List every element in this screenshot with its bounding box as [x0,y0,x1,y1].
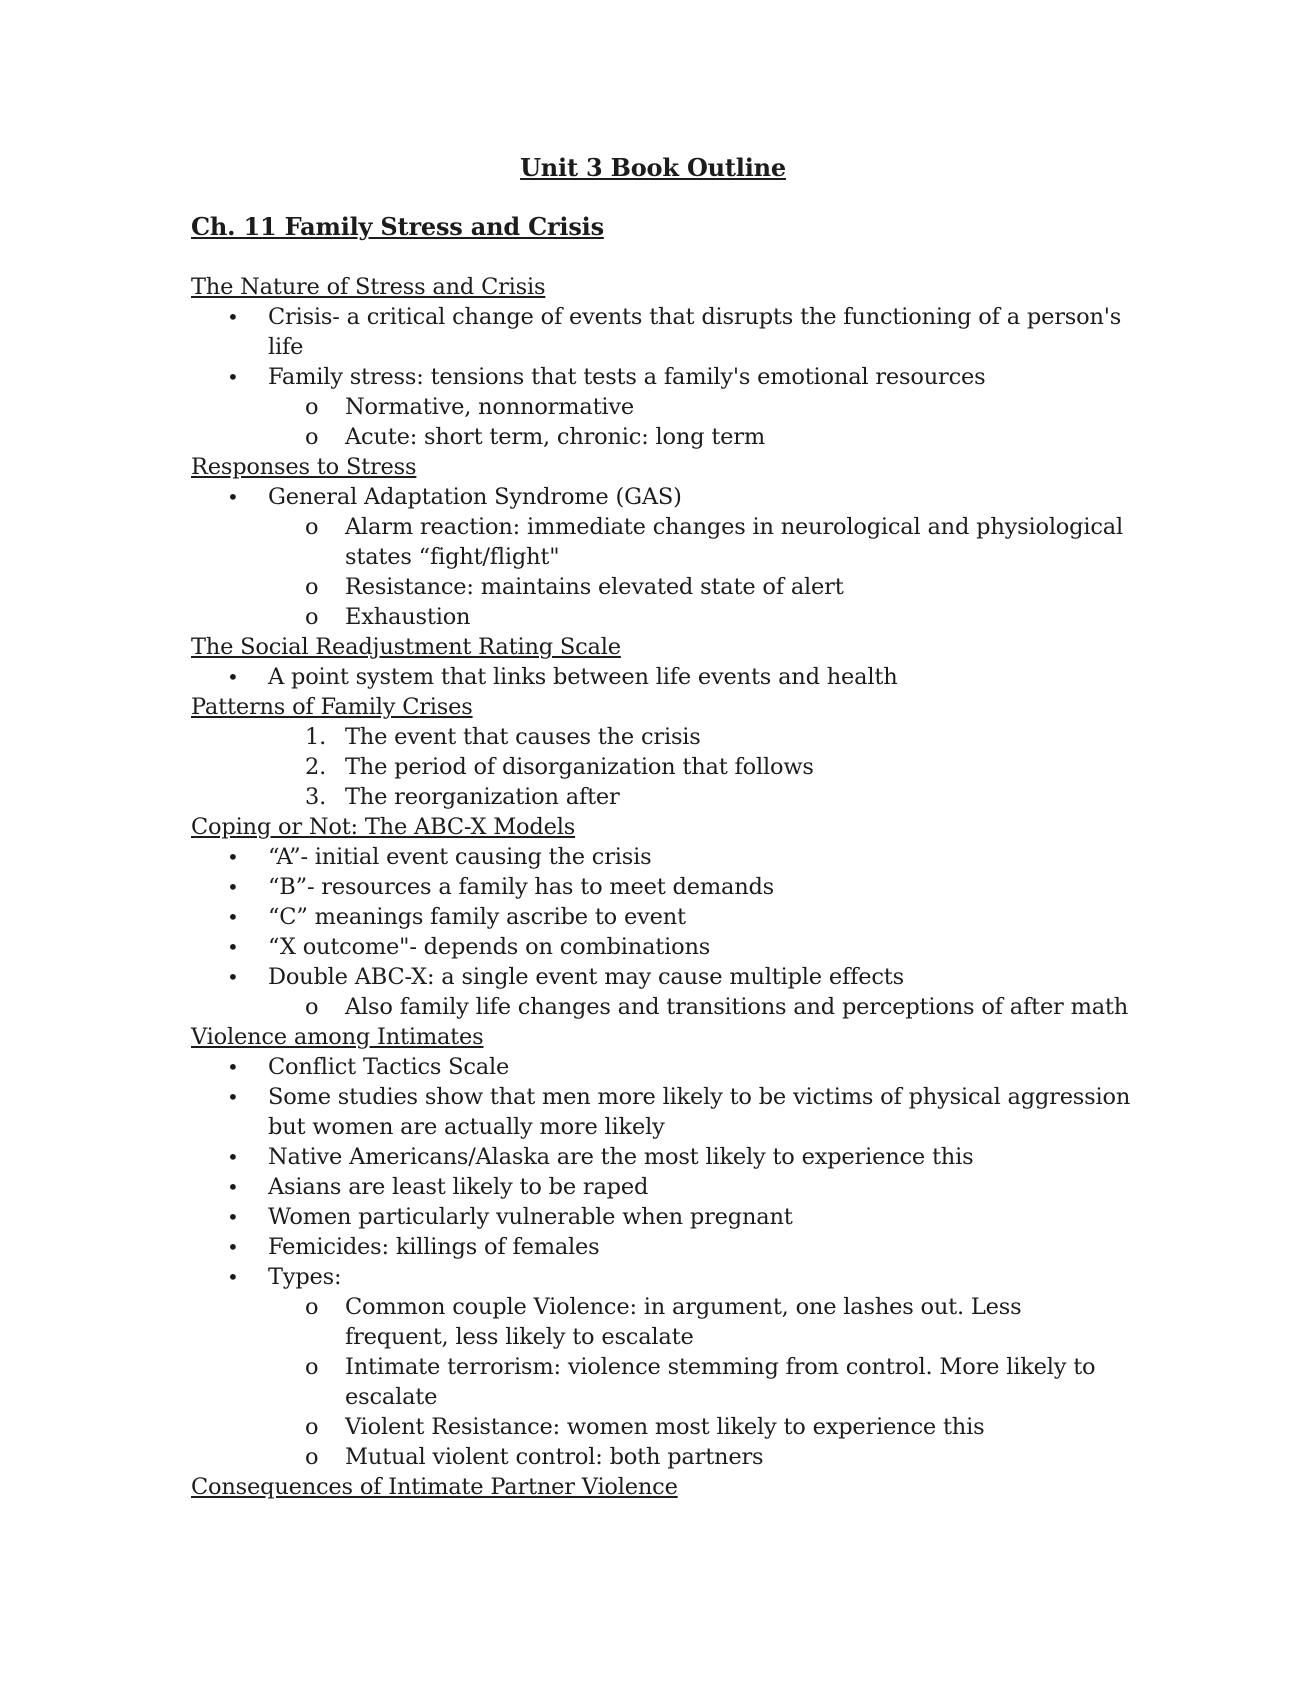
bullet-item [191,1052,1131,1082]
item-text: Intimate terrorism: violence stemming from control. More likely to escalate [345,1354,1096,1410]
bullet-item [191,362,1131,392]
sub-bullet-icon: o [305,1444,319,1470]
list-number: 2. [305,754,327,780]
document-title: Unit 3 Book Outline [520,153,786,182]
bullet-item [191,662,1131,692]
item-text: Crisis- a critical change of events that disrupts the functioning of a person's life [268,304,1122,360]
sub-bullet-icon: o [305,394,319,420]
item-text: A point system that links between life events and health [268,664,898,690]
sub-bullet-item [191,392,1131,422]
item-text: Alarm reaction: immediate changes in neurological and physiological states “fight/flight" [345,514,1123,570]
sub-bullet-item [191,1352,1131,1412]
bullet-icon: • [227,1085,239,1109]
bullet-icon: • [227,965,239,989]
sub-bullet-item [191,1442,1131,1472]
item-text: Violent Resistance: women most likely to experience this [345,1414,985,1440]
sub-bullet-icon: o [305,1354,319,1380]
numbered-item [191,752,1131,782]
section-heading: Responses to Stress [191,454,417,480]
item-text: Asians are least likely to be raped [268,1174,649,1200]
bullet-item [191,872,1131,902]
item-text: Native Americans/Alaska are the most likely to experience this [268,1144,974,1170]
bullet-icon: • [227,305,239,329]
item-text: Women particularly vulnerable when pregnant [268,1204,793,1230]
sub-bullet-icon: o [305,424,319,450]
sub-bullet-item [191,1412,1131,1442]
item-text: General Adaptation Syndrome (GAS) [268,484,682,510]
item-text: Resistance: maintains elevated state of alert [345,574,844,600]
item-text: “C” meanings family ascribe to event [268,904,686,930]
bullet-item [191,1202,1131,1232]
bullet-icon: • [227,1205,239,1229]
sub-bullet-icon: o [305,994,319,1020]
item-text: The reorganization after [345,784,620,810]
item-text: Conflict Tactics Scale [268,1054,510,1080]
item-text: “X outcome"- depends on combinations [268,934,711,960]
bullet-icon: • [227,1175,239,1199]
item-text: Family stress: tensions that tests a family's emotional resources [268,364,986,390]
sub-bullet-item [191,422,1131,452]
bullet-icon: • [227,875,239,899]
bullet-item [191,1142,1131,1172]
chapter-title: Ch. 11 Family Stress and Crisis [191,212,604,241]
bullet-icon: • [227,1235,239,1259]
bullet-item [191,962,1131,992]
bullet-item [191,842,1131,872]
bullet-item [191,1082,1131,1142]
item-text: Types: [268,1264,342,1290]
item-text: Common couple Violence: in argument, one lashes out. Less frequent, less likely to escalate [345,1294,1022,1350]
sub-bullet-icon: o [305,1414,319,1440]
item-text: Also family life changes and transitions and perceptions of after math [345,994,1129,1020]
item-text: Mutual violent control: both partners [345,1444,764,1470]
bullet-item [191,302,1131,362]
bullet-icon: • [227,845,239,869]
sub-bullet-item [191,572,1131,602]
sub-bullet-item [191,1292,1131,1352]
sub-bullet-item [191,512,1131,572]
item-text: Femicides: killings of females [268,1234,600,1260]
outline-content [191,272,1131,1502]
item-text: Double ABC-X: a single event may cause multiple effects [268,964,904,990]
bullet-item [191,902,1131,932]
item-text: The event that causes the crisis [345,724,701,750]
bullet-icon: • [227,1145,239,1169]
numbered-item [191,722,1131,752]
bullet-icon: • [227,935,239,959]
bullet-icon: • [227,905,239,929]
bullet-item [191,1232,1131,1262]
list-number: 1. [305,724,327,750]
section-heading: Consequences of Intimate Partner Violence [191,1474,678,1500]
item-text: Acute: short term, chronic: long term [345,424,765,450]
item-text: Normative, nonnormative [345,394,635,420]
section-heading: Violence among Intimates [191,1024,484,1050]
section-heading: The Nature of Stress and Crisis [191,274,546,300]
item-text: Some studies show that men more likely to be victims of physical aggression but women are actually more likely [268,1084,1131,1140]
bullet-item [191,482,1131,512]
sub-bullet-item [191,602,1131,632]
bullet-icon: • [227,665,239,689]
section-heading: Patterns of Family Crises [191,694,473,720]
bullet-icon: • [227,1055,239,1079]
numbered-item [191,782,1131,812]
section-heading: Coping or Not: The ABC-X Models [191,814,576,840]
bullet-item [191,1172,1131,1202]
list-number: 3. [305,784,327,810]
bullet-icon: • [227,1265,239,1289]
bullet-item [191,1262,1131,1292]
bullet-icon: • [227,485,239,509]
sub-bullet-icon: o [305,604,319,630]
item-text: The period of disorganization that follows [345,754,814,780]
bullet-icon: • [227,365,239,389]
section-heading: The Social Readjustment Rating Scale [191,634,621,660]
sub-bullet-item [191,992,1131,1022]
item-text: Exhaustion [345,604,471,630]
item-text: “B”- resources a family has to meet demands [268,874,775,900]
sub-bullet-icon: o [305,574,319,600]
sub-bullet-icon: o [305,1294,319,1320]
sub-bullet-icon: o [305,514,319,540]
item-text: “A”- initial event causing the crisis [268,844,652,870]
bullet-item [191,932,1131,962]
